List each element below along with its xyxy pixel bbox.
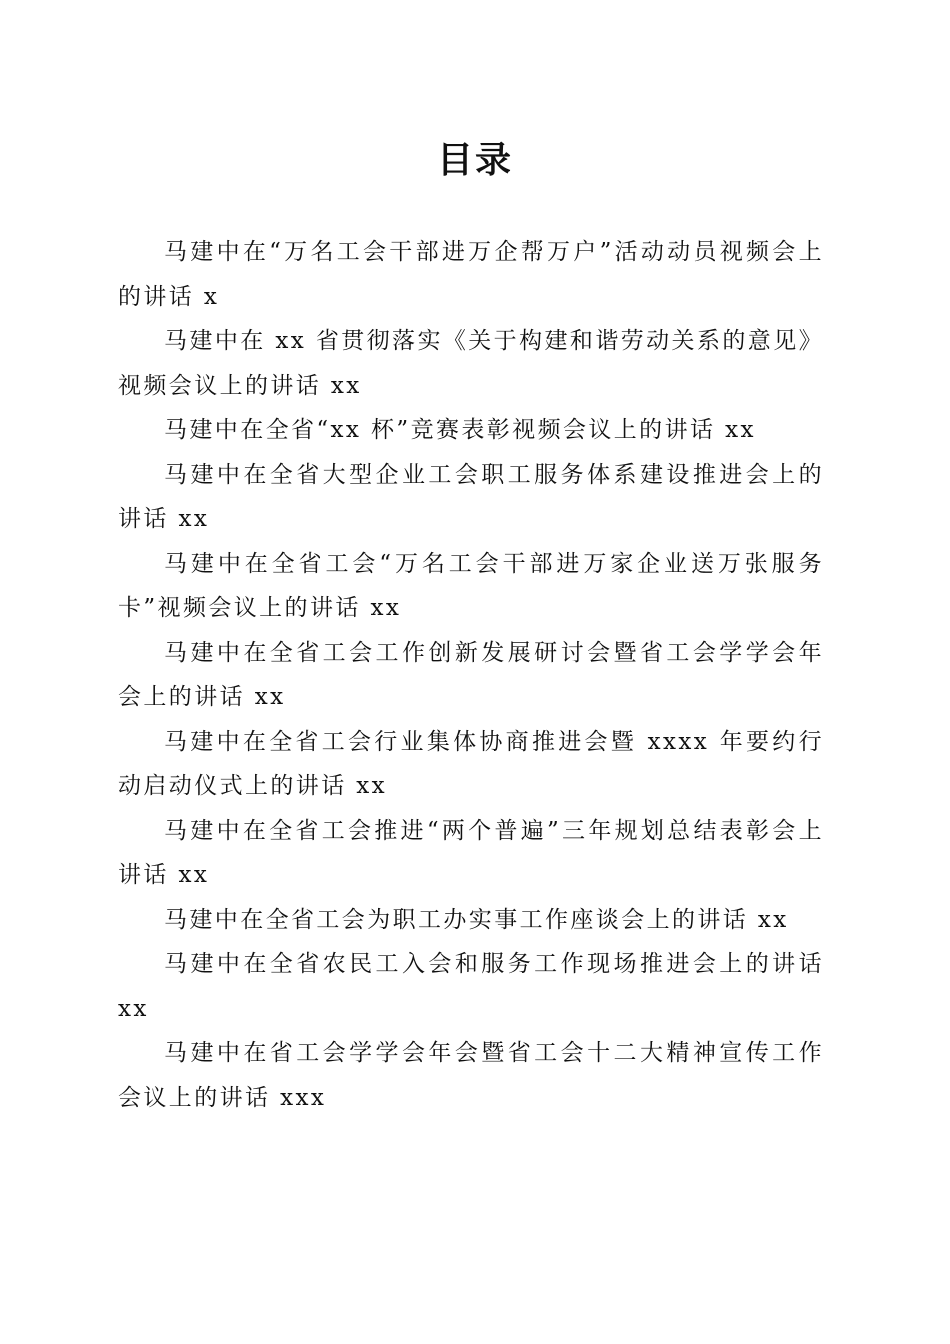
toc-entry[interactable]: 马建中在全省“xx 杯”竞赛表彰视频会议上的讲话 xx (164, 417, 756, 443)
toc-title: 目录 (436, 139, 513, 181)
toc-entry[interactable]: 马建中在全省工会推进“两个普遍”三年规划总结表彰会上讲话 xx (118, 817, 824, 888)
toc-entry[interactable]: 马建中在省工会学学会年会暨省工会十二大精神宣传工作会议上的讲话 xxx (118, 1040, 824, 1111)
toc-entry[interactable]: 马建中在全省工会为职工办实事工作座谈会上的讲话 xx (164, 906, 789, 933)
toc-entry[interactable]: 马建中在“万名工会干部进万企帮万户”活动动员视频会上的讲话 x (118, 239, 824, 310)
toc-entry[interactable]: 马建中在全省工会“万名工会干部进万家企业送万张服务卡”视频会议上的讲话 xx (118, 550, 824, 621)
toc-entry[interactable]: 马建中在 xx 省贯彻落实《关于构建和谐劳动关系的意见》视频会议上的讲话 xx (118, 328, 824, 399)
toc-entry[interactable]: 马建中在全省大型企业工会职工服务体系建设推进会上的讲话 xx (118, 461, 824, 532)
toc-entry[interactable]: 马建中在全省工会行业集体协商推进会暨 xxxx 年要约行动启动仪式上的讲话 xx (118, 728, 824, 799)
toc-entry[interactable]: 马建中在全省工会工作创新发展研讨会暨省工会学学会年会上的讲话 xx (118, 639, 824, 710)
toc-entry[interactable]: 马建中在全省农民工入会和服务工作现场推进会上的讲话 xx (118, 951, 824, 1022)
toc-list (118, 230, 824, 1120)
